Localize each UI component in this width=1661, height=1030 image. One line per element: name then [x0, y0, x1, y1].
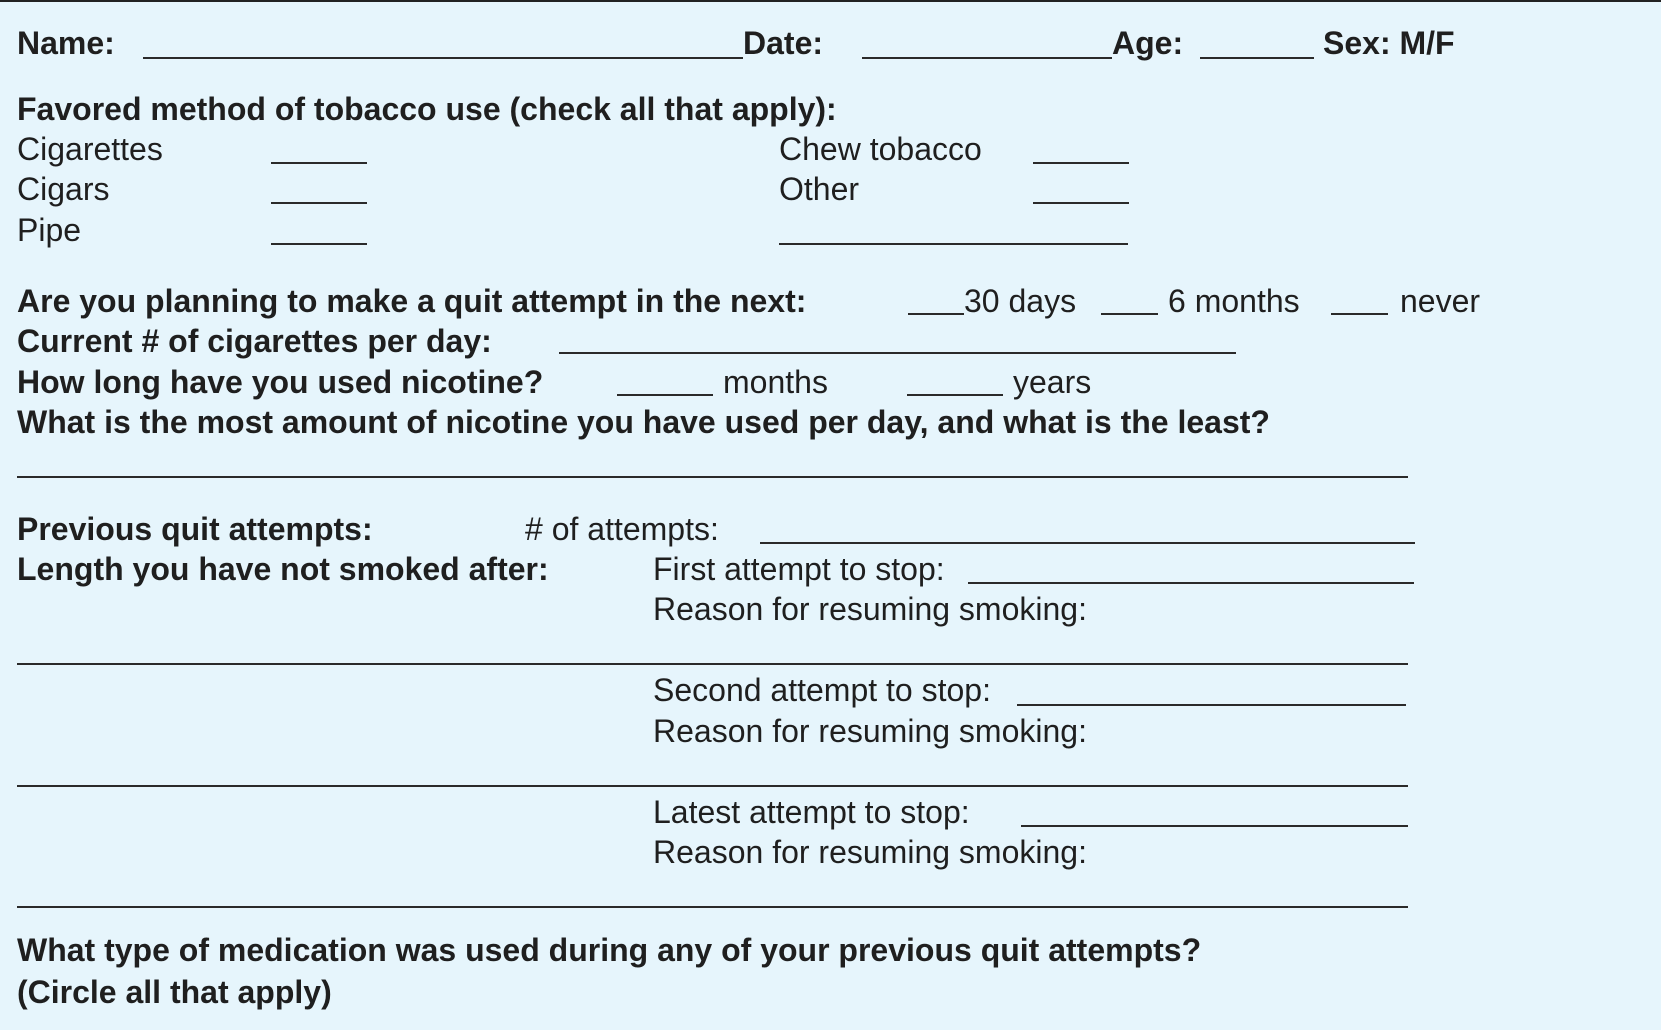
other-specify-field[interactable]: [779, 243, 1128, 245]
sex-label: Sex: M/F: [1323, 25, 1455, 61]
quit-6-months-blank[interactable]: [1101, 313, 1158, 315]
first-reason-answer-line[interactable]: [17, 663, 1408, 665]
pipe-check-blank[interactable]: [271, 243, 367, 245]
cigarettes-per-day-field[interactable]: [559, 352, 1236, 354]
quit-option-30-days: 30 days: [964, 283, 1077, 319]
first-attempt-label: First attempt to stop:: [653, 551, 945, 587]
cigars-check-blank[interactable]: [271, 202, 367, 204]
name-field[interactable]: [143, 57, 743, 59]
quit-plan-question: Are you planning to make a quit attempt in the next:: [17, 283, 807, 319]
age-label: Age:: [1112, 25, 1184, 61]
duration-months-field[interactable]: [617, 394, 713, 396]
quit-option-6-months: 6 months: [1168, 283, 1300, 319]
second-attempt-label: Second attempt to stop:: [653, 672, 991, 708]
other-check-blank[interactable]: [1033, 202, 1129, 204]
latest-reason-label: Reason for resuming smoking:: [653, 834, 1087, 870]
option-pipe: Pipe: [17, 212, 82, 248]
medication-instruction: (Circle all that apply): [17, 974, 332, 1010]
latest-attempt-field[interactable]: [1021, 825, 1408, 827]
first-reason-label: Reason for resuming smoking:: [653, 591, 1087, 627]
nicotine-duration-label: How long have you used nicotine?: [17, 364, 544, 400]
quit-never-blank[interactable]: [1331, 313, 1388, 315]
chew-tobacco-check-blank[interactable]: [1033, 162, 1129, 164]
age-field[interactable]: [1200, 57, 1314, 59]
unit-years: years: [1013, 364, 1092, 400]
previous-attempts-heading: Previous quit attempts:: [17, 511, 373, 547]
nicotine-amount-question: What is the most amount of nicotine you have used per day, and what is the least?: [17, 404, 1270, 440]
latest-attempt-label: Latest attempt to stop:: [653, 794, 970, 830]
option-cigars: Cigars: [17, 171, 110, 207]
quit-30-days-blank[interactable]: [908, 313, 964, 315]
medication-question: What type of medication was used during any of your previous quit attempts?: [17, 932, 1202, 968]
quit-option-never: never: [1400, 283, 1481, 319]
option-chew-tobacco: Chew tobacco: [779, 131, 982, 167]
tobacco-method-heading: Favored method of tobacco use (check all that apply):: [17, 91, 837, 127]
first-attempt-field[interactable]: [968, 582, 1414, 584]
latest-reason-answer-line[interactable]: [17, 906, 1408, 908]
cigarettes-check-blank[interactable]: [271, 162, 367, 164]
attempt-count-label: # of attempts:: [525, 511, 719, 547]
option-cigarettes: Cigarettes: [17, 131, 163, 167]
name-label: Name:: [17, 25, 115, 61]
date-field[interactable]: [862, 57, 1112, 59]
attempt-count-field[interactable]: [760, 542, 1415, 544]
duration-years-field[interactable]: [907, 394, 1003, 396]
date-label: Date:: [743, 25, 824, 61]
second-reason-answer-line[interactable]: [17, 785, 1408, 787]
unit-months: months: [723, 364, 828, 400]
cigarettes-per-day-label: Current # of cigarettes per day:: [17, 323, 492, 359]
option-other: Other: [779, 171, 860, 207]
second-attempt-field[interactable]: [1017, 704, 1406, 706]
length-not-smoked-label: Length you have not smoked after:: [17, 551, 549, 587]
second-reason-label: Reason for resuming smoking:: [653, 713, 1087, 749]
nicotine-amount-answer-line[interactable]: [17, 476, 1408, 478]
